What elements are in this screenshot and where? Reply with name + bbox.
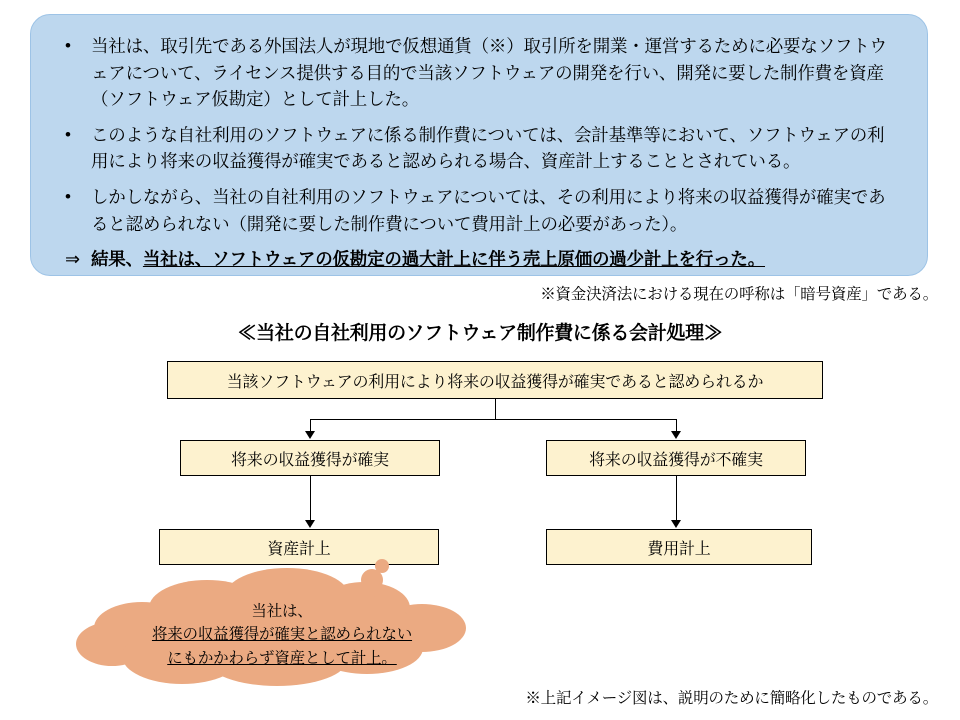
bullet-text: 当社は、取引先である外国法人が現地で仮想通貨（※）取引所を開業・運営するために必要なソフトウェアについて、ライセンス提供する目的で当該ソフトウェアの開発を行い、開発に要した制作費を資産（ソフトウェア仮勘定）として計上した。 bbox=[91, 36, 887, 110]
arrow-head-right-branch-icon bbox=[671, 431, 681, 439]
cloud-line-1: 当社は、 bbox=[251, 603, 313, 620]
bullet-marker: • bbox=[65, 124, 71, 144]
conclusion-underlined: 当社は、ソフトウェアの仮勘定の過大計上に伴う売上原価の過少計上を行った。 bbox=[142, 249, 766, 270]
conclusion-lead: 結果、 bbox=[91, 249, 143, 270]
arrow-head-asset-icon bbox=[305, 520, 315, 528]
flow-box-expense-recognition: 費用計上 bbox=[546, 529, 812, 565]
bullet-marker: • bbox=[65, 36, 71, 55]
bullet-text: しかしながら、当社の自社利用のソフトウェアについては、その利用により将来の収益獲得が確実であると認められない（開発に要した制作費について費用計上の必要があった）。 bbox=[91, 186, 886, 234]
bullet-text: このような自社利用のソフトウェアに係る制作費については、会計基準等において、ソフトウェアの利用により将来の収益獲得が確実であると認められる場合、資産計上することとされている。 bbox=[91, 124, 885, 172]
diagram-title: ≪当社の自社利用のソフトウェア制作費に係る会計処理≫ bbox=[237, 323, 723, 344]
cloud-line-3-text: にもかかわらず資産として計上。 bbox=[167, 649, 397, 667]
connector-uncertain-to-expense bbox=[676, 476, 677, 521]
flow-box-uncertain: 将来の収益獲得が不確実 bbox=[546, 440, 806, 476]
summary-callout-box bbox=[30, 14, 928, 276]
connector-certain-to-asset bbox=[310, 476, 311, 521]
bullet-item-conclusion bbox=[57, 246, 901, 273]
connector-question-down bbox=[495, 399, 496, 419]
bullet-item bbox=[57, 184, 901, 237]
cloud-callout-text bbox=[72, 600, 492, 670]
bullet-item bbox=[57, 33, 901, 113]
bullet-text-conclusion bbox=[91, 246, 901, 273]
flow-box-question: 当該ソフトウェアの利用により将来の収益獲得が確実であると認められるか bbox=[167, 361, 823, 399]
bullet-item bbox=[57, 122, 901, 175]
bullet-marker: • bbox=[65, 186, 71, 206]
footnote-simplified-diagram: ※上記イメージ図は、説明のために簡略化したものである。 bbox=[525, 690, 938, 707]
arrow-head-expense-icon bbox=[671, 520, 681, 528]
arrow-head-left-branch-icon bbox=[305, 431, 315, 439]
footnote-crypto-asset: ※資金決済法における現在の呼称は「暗号資産」である。 bbox=[540, 286, 938, 303]
cloud-line-2: 将来の収益獲得が確実と認められない bbox=[151, 626, 413, 644]
arrow-marker-icon: ⇒ bbox=[65, 249, 81, 270]
flow-box-certain: 将来の収益獲得が確実 bbox=[180, 440, 440, 476]
flow-box-asset-capitalization: 資産計上 bbox=[159, 529, 439, 565]
connector-split-horizontal bbox=[310, 419, 676, 420]
cloud-line-3 bbox=[72, 647, 492, 670]
